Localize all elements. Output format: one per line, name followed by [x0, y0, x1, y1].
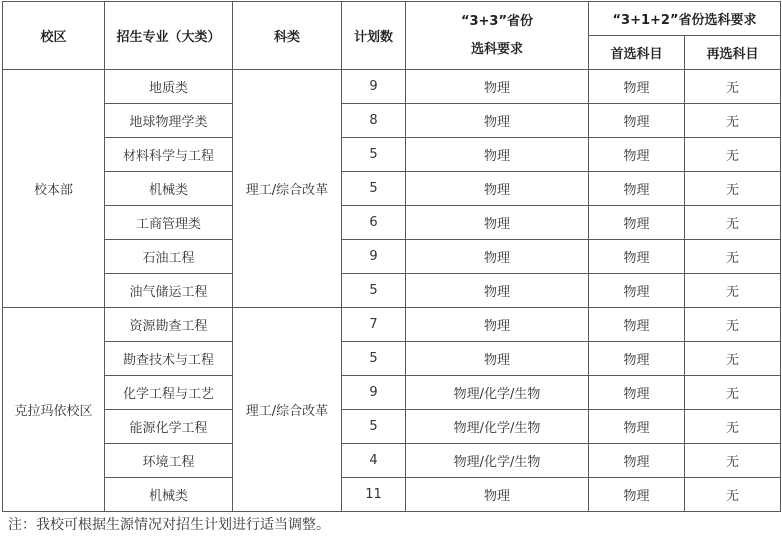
- plan-count-cell: 5: [342, 342, 406, 376]
- second-subject-cell: 无: [685, 376, 781, 410]
- footnote: 注：我校可根据生源情况对招生计划进行适当调整。: [8, 517, 330, 533]
- table-row: [3, 376, 781, 410]
- first-subject-cell: 物理: [589, 410, 685, 444]
- second-subject-cell: 无: [685, 70, 781, 104]
- first-subject-cell: 物理: [589, 342, 685, 376]
- plan-count-cell: 6: [342, 206, 406, 240]
- major-cell: 工商管理类: [105, 206, 233, 240]
- header-category: 科类: [233, 2, 342, 70]
- header-row-1: [3, 2, 781, 36]
- req-3plus3-cell: 物理: [406, 206, 589, 240]
- plan-count-cell: 7: [342, 308, 406, 342]
- req-3plus3-cell: 物理: [406, 172, 589, 206]
- major-cell: 勘查技术与工程: [105, 342, 233, 376]
- second-subject-cell: 无: [685, 104, 781, 138]
- first-subject-cell: 物理: [589, 308, 685, 342]
- table-row: [3, 138, 781, 172]
- req-3plus3-cell: 物理: [406, 240, 589, 274]
- header-major: 招生专业（大类）: [105, 2, 233, 70]
- first-subject-cell: 物理: [589, 138, 685, 172]
- req-3plus3-cell: 物理: [406, 70, 589, 104]
- enrollment-plan-table: [2, 1, 781, 512]
- req-3plus3-cell: 物理/化学/生物: [406, 444, 589, 478]
- header-first-subject: 首选科目: [589, 36, 685, 70]
- second-subject-cell: 无: [685, 172, 781, 206]
- header-req-3plus3-line2: 选科要求: [470, 41, 523, 57]
- first-subject-cell: 物理: [589, 104, 685, 138]
- plan-count-cell: 4: [342, 444, 406, 478]
- major-cell: 油气储运工程: [105, 274, 233, 308]
- major-cell: 地球物理学类: [105, 104, 233, 138]
- major-cell: 环境工程: [105, 444, 233, 478]
- plan-count-cell: 5: [342, 172, 406, 206]
- req-3plus3-cell: 物理: [406, 274, 589, 308]
- plan-count-cell: 8: [342, 104, 406, 138]
- campus-cell: 克拉玛依校区: [3, 308, 105, 512]
- plan-count-cell: 5: [342, 138, 406, 172]
- first-subject-cell: 物理: [589, 444, 685, 478]
- header-campus: 校区: [3, 2, 105, 70]
- table-row: [3, 206, 781, 240]
- header-req-3plus3-line1: “3+3”省份: [460, 13, 534, 29]
- second-subject-cell: 无: [685, 138, 781, 172]
- major-cell: 材料科学与工程: [105, 138, 233, 172]
- second-subject-cell: 无: [685, 240, 781, 274]
- first-subject-cell: 物理: [589, 376, 685, 410]
- req-3plus3-cell: 物理: [406, 478, 589, 512]
- req-3plus3-cell: 物理/化学/生物: [406, 410, 589, 444]
- header-req-3plus3: [406, 2, 589, 70]
- second-subject-cell: 无: [685, 342, 781, 376]
- plan-count-cell: 9: [342, 70, 406, 104]
- category-cell: 理工/综合改革: [233, 70, 342, 308]
- table-row: [3, 104, 781, 138]
- second-subject-cell: 无: [685, 308, 781, 342]
- table-row: [3, 274, 781, 308]
- header-req-3plus1plus2: “3+1+2”省份选科要求: [589, 2, 781, 36]
- table-row: [3, 172, 781, 206]
- major-cell: 机械类: [105, 478, 233, 512]
- second-subject-cell: 无: [685, 478, 781, 512]
- first-subject-cell: 物理: [589, 172, 685, 206]
- req-3plus3-cell: 物理: [406, 104, 589, 138]
- header-second-subject: 再选科目: [685, 36, 781, 70]
- major-cell: 地质类: [105, 70, 233, 104]
- campus-cell: 校本部: [3, 70, 105, 308]
- plan-count-cell: 11: [342, 478, 406, 512]
- table-row: [3, 410, 781, 444]
- second-subject-cell: 无: [685, 274, 781, 308]
- second-subject-cell: 无: [685, 206, 781, 240]
- header-plan-count: 计划数: [342, 2, 406, 70]
- plan-count-cell: 5: [342, 274, 406, 308]
- table-row: [3, 342, 781, 376]
- major-cell: 能源化学工程: [105, 410, 233, 444]
- table-row: [3, 70, 781, 104]
- major-cell: 石油工程: [105, 240, 233, 274]
- category-cell: 理工/综合改革: [233, 308, 342, 512]
- major-cell: 化学工程与工艺: [105, 376, 233, 410]
- first-subject-cell: 物理: [589, 70, 685, 104]
- second-subject-cell: 无: [685, 410, 781, 444]
- major-cell: 资源勘查工程: [105, 308, 233, 342]
- req-3plus3-cell: 物理/化学/生物: [406, 376, 589, 410]
- table-row: [3, 444, 781, 478]
- plan-count-cell: 9: [342, 376, 406, 410]
- table-row: [3, 478, 781, 512]
- plan-count-cell: 5: [342, 410, 406, 444]
- plan-count-cell: 9: [342, 240, 406, 274]
- req-3plus3-cell: 物理: [406, 308, 589, 342]
- req-3plus3-cell: 物理: [406, 138, 589, 172]
- req-3plus3-cell: 物理: [406, 342, 589, 376]
- table-row: [3, 308, 781, 342]
- second-subject-cell: 无: [685, 444, 781, 478]
- first-subject-cell: 物理: [589, 274, 685, 308]
- table-row: [3, 240, 781, 274]
- first-subject-cell: 物理: [589, 478, 685, 512]
- first-subject-cell: 物理: [589, 206, 685, 240]
- major-cell: 机械类: [105, 172, 233, 206]
- first-subject-cell: 物理: [589, 240, 685, 274]
